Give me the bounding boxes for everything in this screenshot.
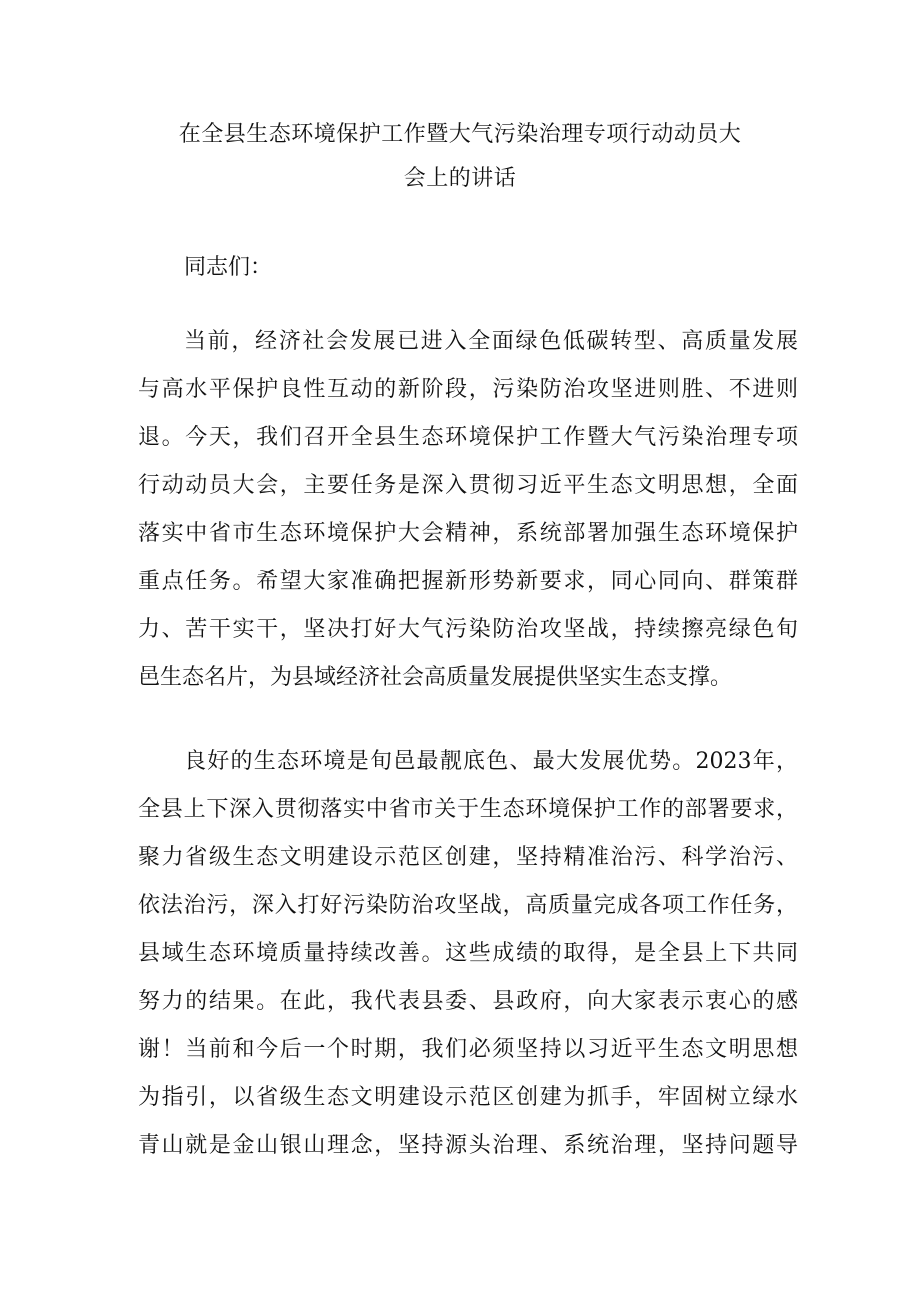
paragraph-line: 重点任务。希望大家准确把握新形势新要求，同心同向、群策群: [138, 569, 798, 594]
paragraph-line: 良好的生态环境是旬邑最靓底色、最大发展优势。2023年，: [184, 749, 798, 774]
paragraph-2: [138, 738, 798, 1170]
paragraph-line: 县域生态环境质量持续改善。这些成绩的取得，是全县上下共同: [138, 941, 798, 966]
paragraph-line: 谢！当前和今后一个时期，我们必须坚持以习近平生态文明思想: [138, 1037, 798, 1062]
paragraph-line: 当前，经济社会发展已进入全面绿色低碳转型、高质量发展: [184, 329, 798, 354]
paragraph-1: [138, 318, 798, 702]
paragraph-line: 努力的结果。在此，我代表县委、县政府，向大家表示衷心的感: [138, 989, 798, 1014]
paragraph-line: 落实中省市生态环境保护大会精神，系统部署加强生态环境保护: [138, 521, 798, 546]
paragraph-line: 退。今天，我们召开全县生态环境保护工作暨大气污染治理专项: [138, 425, 798, 450]
document-title-line-1: 在全县生态环境保护工作暨大气污染治理专项行动动员大: [178, 122, 742, 147]
paragraph-line: 邑生态名片，为县域经济社会高质量发展提供坚实生态支撑。: [138, 665, 733, 690]
paragraph-line: 青山就是金山银山理念，坚持源头治理、系统治理，坚持问题导: [138, 1133, 798, 1158]
paragraph-line: 行动动员大会，主要任务是深入贯彻习近平生态文明思想，全面: [138, 473, 798, 498]
paragraph-line: 力、苦干实干，坚决打好大气污染防治攻坚战，持续擦亮绿色旬: [138, 617, 798, 642]
salutation: 同志们：: [184, 255, 273, 280]
paragraph-line: 为指引，以省级生态文明建设示范区创建为抓手，牢固树立绿水: [138, 1085, 798, 1110]
paragraph-line: 聚力省级生态文明建设示范区创建，坚持精准治污、科学治污、: [138, 845, 798, 870]
document-title-line-2: 会上的讲话: [403, 166, 517, 191]
paragraph-line: 与高水平保护良性互动的新阶段，污染防治攻坚进则胜、不进则: [138, 377, 798, 402]
paragraph-line: 依法治污，深入打好污染防治攻坚战，高质量完成各项工作任务，: [138, 893, 798, 918]
paragraph-line: 全县上下深入贯彻落实中省市关于生态环境保护工作的部署要求，: [138, 797, 798, 822]
